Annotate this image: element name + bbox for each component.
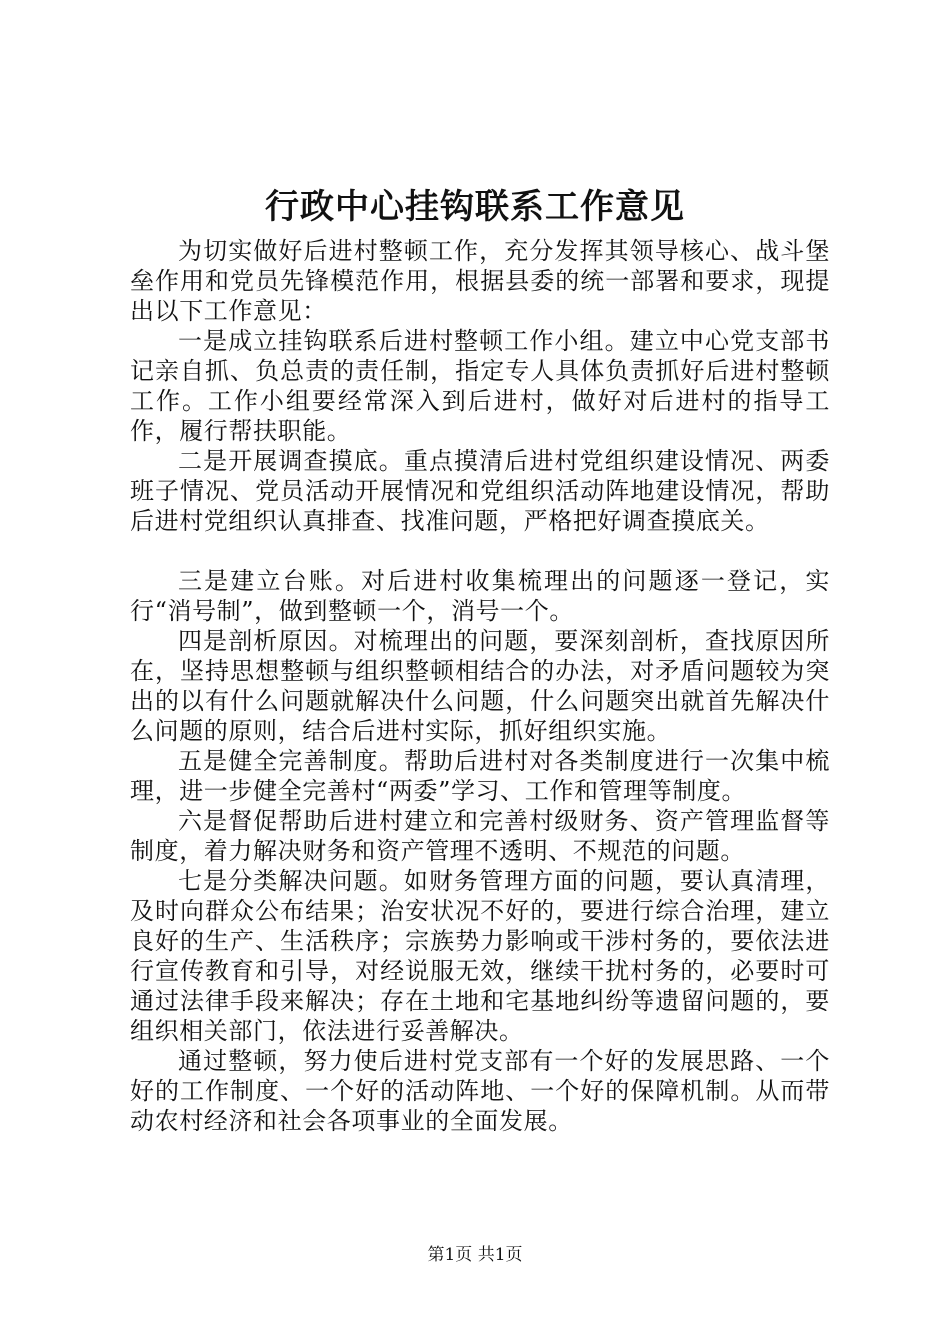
paragraph-spacer: [130, 536, 830, 566]
page-number-footer: 第1页 共1页: [427, 1245, 523, 1265]
paragraph-point-2: 二是开展调查摸底。重点摸清后进村党组织建设情况、两委班子情况、党员活动开展情况和党组织活动阵地建设情况，帮助后进村党组织认真排查、找准问题，严格把好调查摸底关。: [130, 447, 830, 535]
paragraph-point-6: 六是督促帮助后进村建立和完善村级财务、资产管理监督等制度，着力解决财务和资产管理不透明、不规范的问题。: [130, 807, 830, 865]
paragraph-point-5: 五是健全完善制度。帮助后进村对各类制度进行一次集中梳理，进一步健全完善村“两委”学习、工作和管理等制度。: [130, 747, 830, 805]
document-title: 行政中心挂钩联系工作意见: [265, 187, 685, 227]
paragraph-point-4: 四是剖析原因。对梳理出的问题，要深刻剖析，查找原因所在，坚持思想整顿与组织整顿相结合的办法，对矛盾问题较为突出的以有什么问题就解决什么问题，什么问题突出就首先解决什么问题的原则，结合后进村实际，抓好组织实施。: [130, 627, 830, 745]
paragraph-point-3: 三是建立台账。对后进村收集梳理出的问题逐一登记，实行“消号制”，做到整顿一个，消号一个。: [130, 567, 830, 625]
paragraph-point-7: 七是分类解决问题。如财务管理方面的问题，要认真清理，及时向群众公布结果；治安状况不好的，要进行综合治理，建立良好的生产、生活秩序；宗族势力影响或干涉村务的，要依法进行宣传教育和引导，对经说服无效，继续干扰村务的，必要时可通过法律手段来解决；存在土地和宅基地纠纷等遗留问题的，要组织相关部门，依法进行妥善解决。: [130, 867, 830, 1045]
paragraph-intro: 为切实做好后进村整顿工作，充分发挥其领导核心、战斗堡垒作用和党员先锋模范作用，根据县委的统一部署和要求，现提出以下工作意见：: [130, 237, 830, 325]
document-body: [130, 236, 830, 1136]
paragraph-point-1: 一是成立挂钩联系后进村整顿工作小组。建立中心党支部书记亲自抓、负总责的责任制，指定专人具体负责抓好后进村整顿工作。工作小组要经常深入到后进村，做好对后进村的指导工作，履行帮扶职能。: [130, 327, 830, 445]
paragraph-conclusion: 通过整顿，努力使后进村党支部有一个好的发展思路、一个好的工作制度、一个好的活动阵地、一个好的保障机制。从而带动农村经济和社会各项事业的全面发展。: [130, 1047, 830, 1135]
